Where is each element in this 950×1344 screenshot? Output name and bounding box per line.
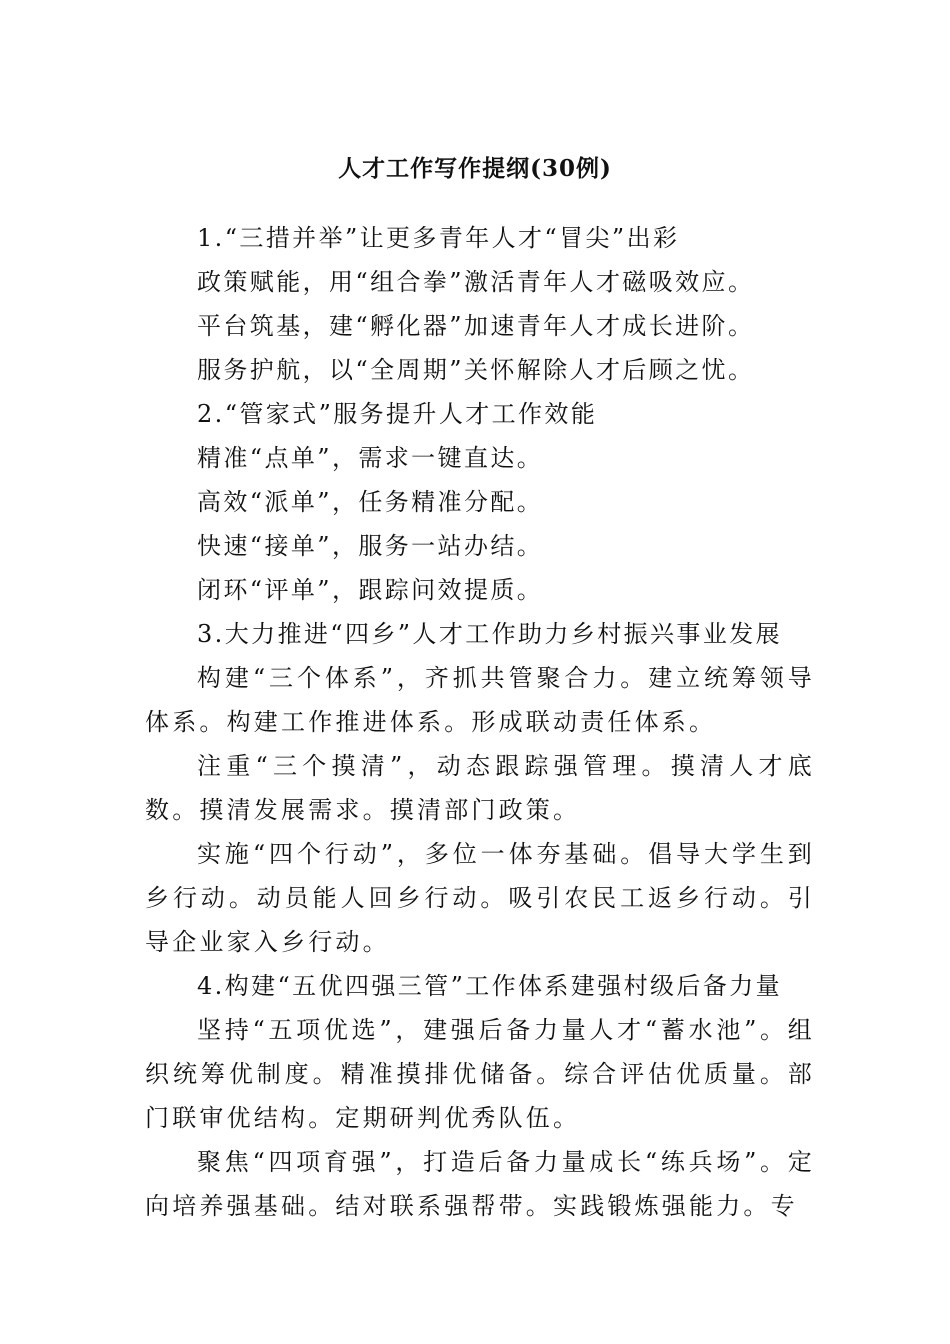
section-paragraph: 坚持“五项优选”，建强后备力量人才“蓄水池”。组织统筹优制度。精准摸排优储备。综合评估优质量。部门联审优结构。定期研判优秀队伍。 [145,1016,815,1132]
section-line: 高效“派单”，任务精准分配。 [197,488,544,516]
section-heading: 3.大力推进“四乡”人才工作助力乡村振兴事业发展 [197,620,783,648]
section-line: 服务护航，以“全周期”关怀解除人才后顾之忧。 [197,356,755,384]
document-body [145,216,815,1228]
section-heading: 2.“管家式”服务提升人才工作效能 [197,400,598,428]
section-line: 政策赋能，用“组合拳”激活青年人才磁吸效应。 [197,268,755,296]
section-line: 精准“点单”，需求一键直达。 [197,444,544,472]
section-paragraph: 聚焦“四项育强”，打造后备力量成长“练兵场”。定向培养强基础。结对联系强帮带。实践锻炼强能力。专 [145,1148,815,1220]
section-line: 平台筑基，建“孵化器”加速青年人才成长进阶。 [197,312,755,340]
section-paragraph: 构建“三个体系”，齐抓共管聚合力。建立统筹领导体系。构建工作推进体系。形成联动责任体系。 [145,664,815,736]
section-paragraph: 注重“三个摸清”，动态跟踪强管理。摸清人才底数。摸清发展需求。摸清部门政策。 [145,752,815,824]
section-line: 闭环“评单”，跟踪问效提质。 [197,576,544,604]
section-heading: 4.构建“五优四强三管”工作体系建强村级后备力量 [197,972,783,1000]
section-heading: 1.“三措并举”让更多青年人才“冒尖”出彩 [197,224,680,252]
section-line: 快速“接单”，服务一站办结。 [197,532,544,560]
section-paragraph: 实施“四个行动”，多位一体夯基础。倡导大学生到乡行动。动员能人回乡行动。吸引农民工返乡行动。引导企业家入乡行动。 [145,840,815,956]
document-title: 人才工作写作提纲(30例) [338,155,612,182]
